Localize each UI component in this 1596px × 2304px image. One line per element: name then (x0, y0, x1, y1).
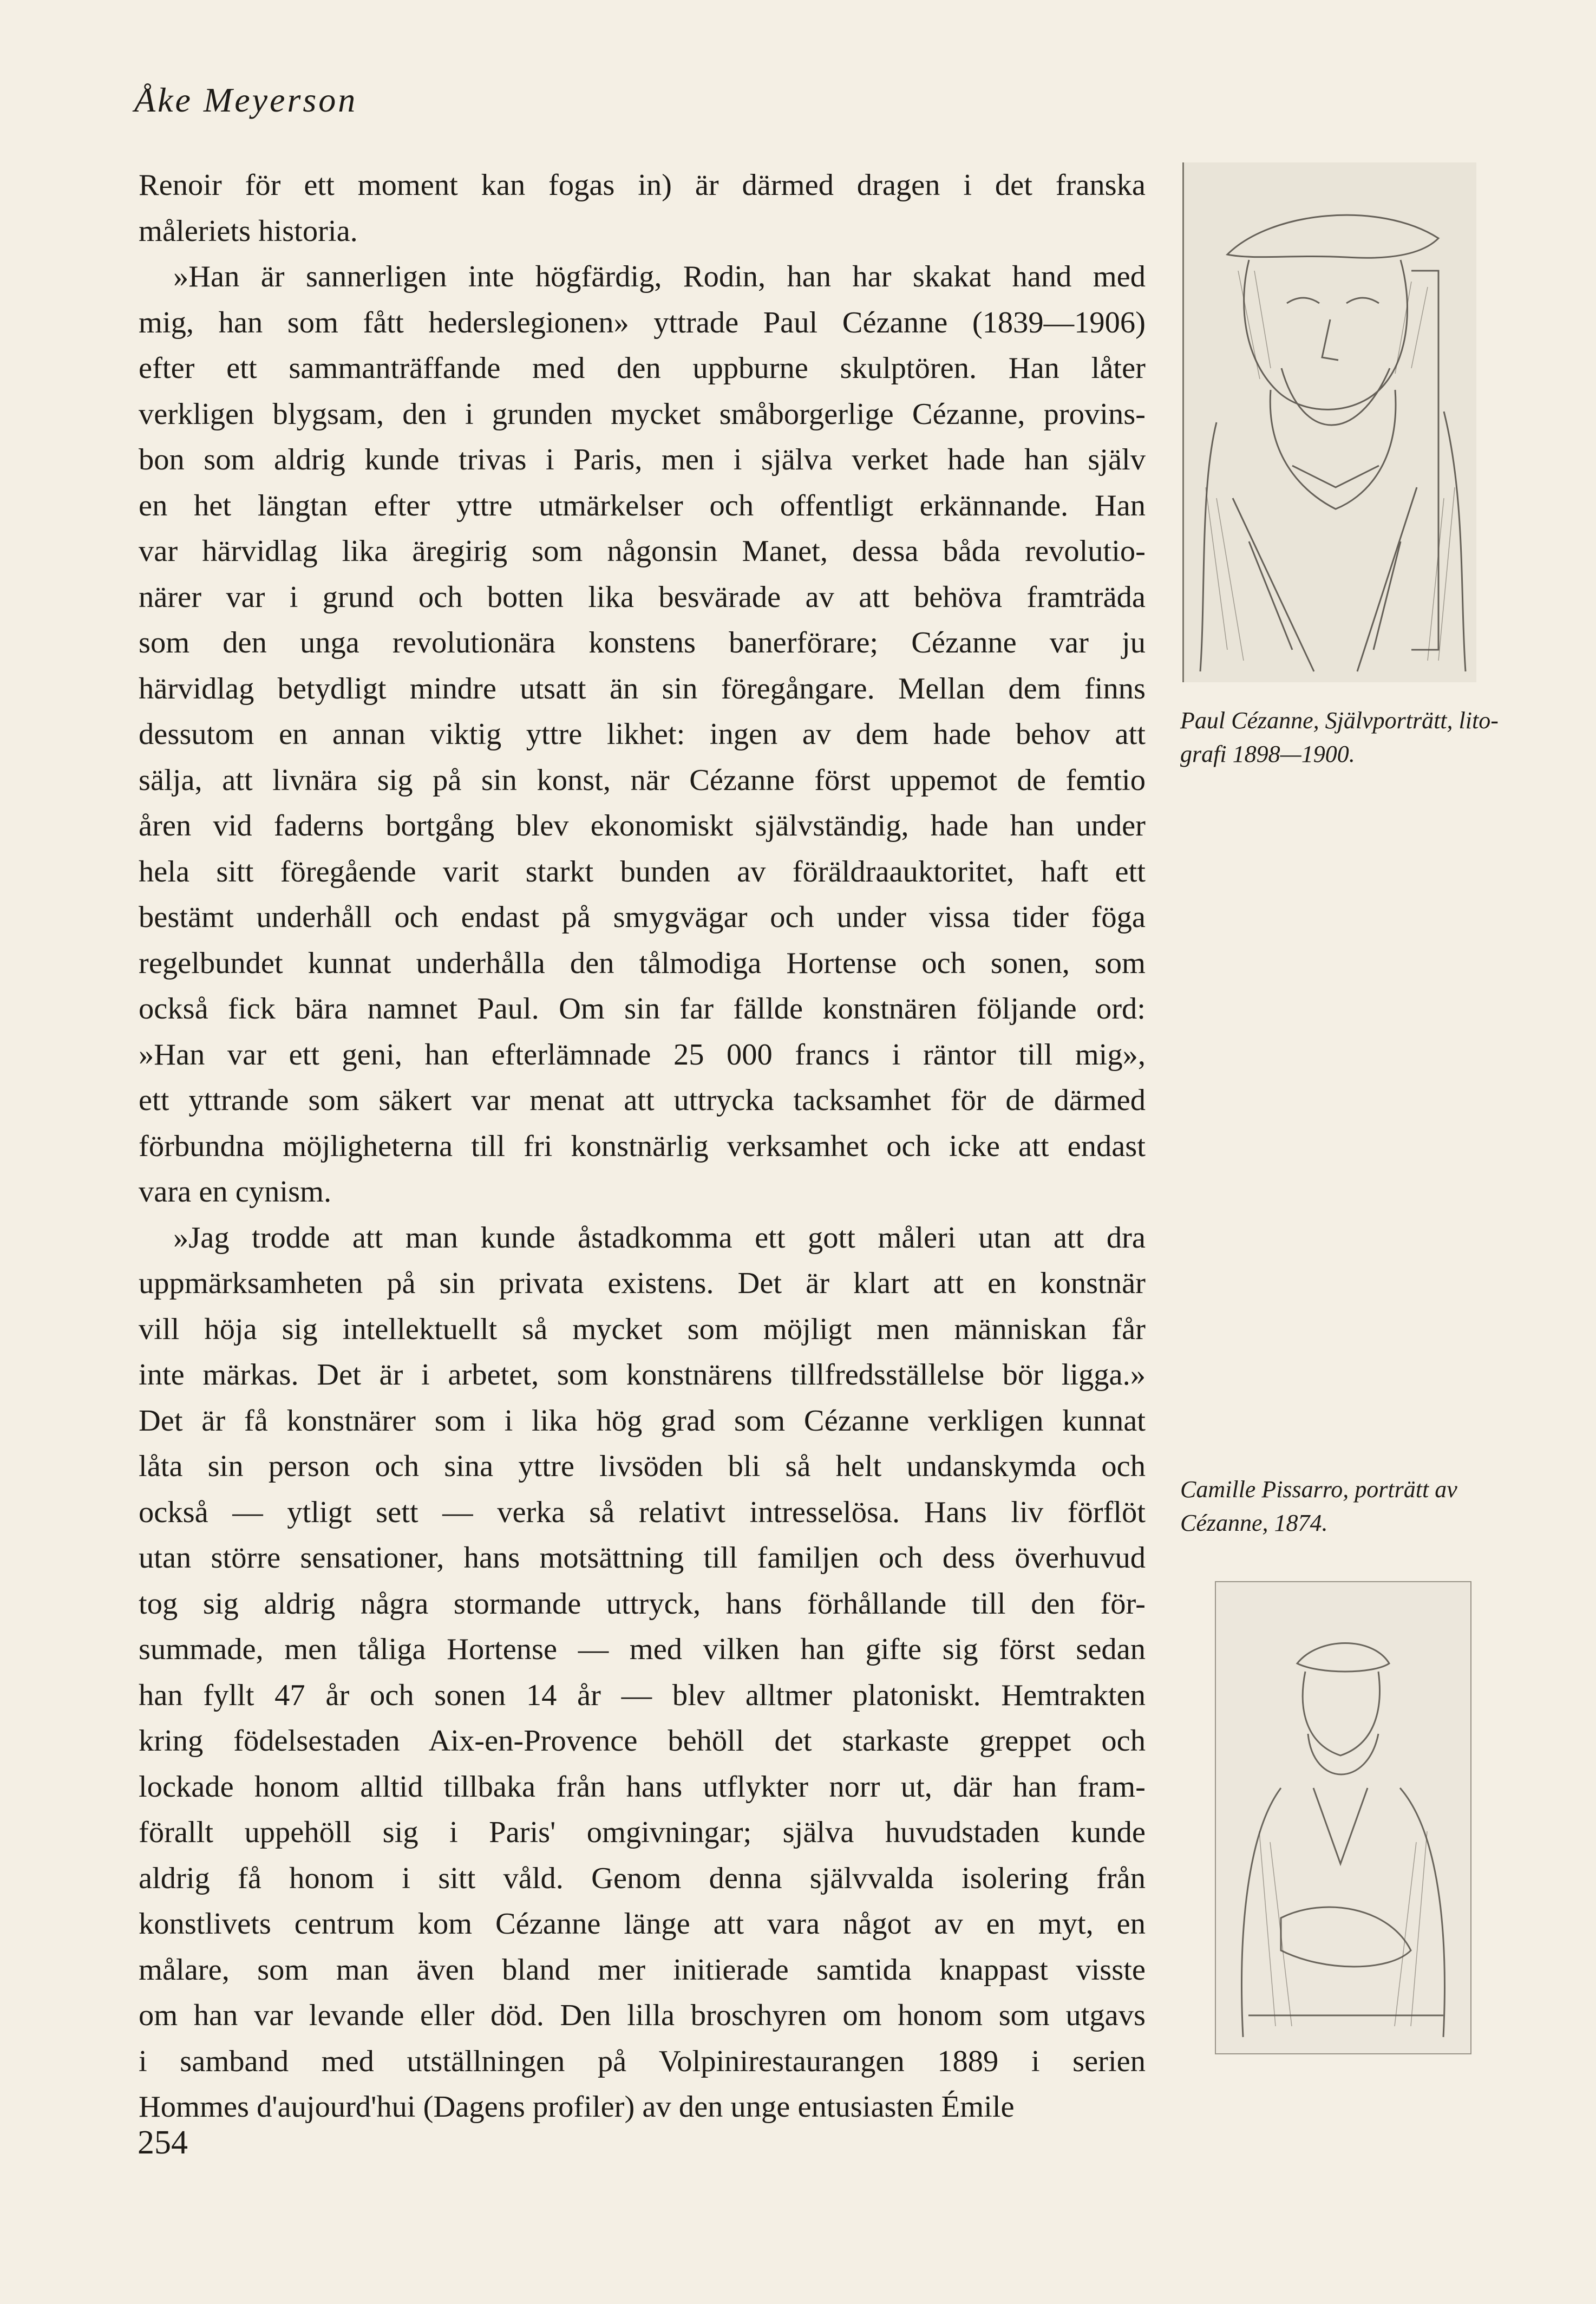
body-line: åren vid faderns bortgång blev ekonomiskt självständig, hade han under (139, 809, 1146, 843)
pissarro-portrait-of-cezanne (1215, 1581, 1471, 2054)
body-line: vara en cynism. (139, 1175, 332, 1209)
body-line: konstlivets centrum kom Cézanne länge att vara något av en myt, en (139, 1907, 1146, 1941)
body-line: förbundna möjligheterna till fri konstnärlig verksamhet och icke att endast (139, 1129, 1146, 1163)
body-line: en het längtan efter yttre utmärkelser och offentligt erkännande. Han (139, 488, 1146, 523)
body-line: också fick bära namnet Paul. Om sin far fällde konstnären följande ord: (139, 992, 1146, 1026)
body-line: som den unga revolutionära konstens banerförare; Cézanne var ju (139, 626, 1146, 660)
body-line: hela sitt föregående varit starkt bunden av föräldraauktoritet, haft ett (139, 854, 1146, 889)
body-line: bon som aldrig kunde trivas i Paris, men i själva verket hade han själv (139, 443, 1146, 477)
body-line: »Han är sannerligen inte högfärdig, Rodin, han har skakat hand med (173, 260, 1146, 293)
caption-line: grafi 1898—1900. (1180, 741, 1355, 767)
body-line: måleriets historia. (139, 214, 358, 248)
body-line: i samband med utställningen på Volpinirestaurangen 1889 i serien (139, 2044, 1146, 2078)
page-number: 254 (138, 2124, 188, 2161)
body-line: efter ett sammanträffande med den uppburne skulptören. Han låter (139, 351, 1146, 385)
portrait-sketch-icon (1216, 1582, 1470, 2053)
body-line: verkligen blygsam, den i grunden mycket småborgerlige Cézanne, provins- (139, 397, 1146, 431)
body-line: härvidlag betydligt mindre utsatt än sin föregångare. Mellan dem finns (139, 671, 1146, 706)
body-line: aldrig få honom i sitt våld. Genom denna självvalda isolering från (139, 1861, 1146, 1895)
body-line: Hommes d'aujourd'hui (Dagens profiler) av den unge entusiasten Émile (139, 2090, 1015, 2124)
body-line: summade, men tåliga Hortense — med vilken han gifte sig först sedan (139, 1633, 1146, 1666)
caption-self-portrait (1180, 704, 1505, 771)
body-line: också — ytligt sett — verka så relativt intresselösa. Hans liv förflöt (139, 1495, 1146, 1529)
running-head-author: Åke Meyerson (134, 81, 358, 119)
body-line: uppmärksamheten på sin privata existens. Det är klart att en konstnär (139, 1267, 1146, 1300)
body-line: dessutom en annan viktig yttre likhet: ingen av dem hade behov att (139, 717, 1146, 751)
body-line: var härvidlag lika äregirig som någonsin Manet, dessa båda revolutio- (139, 534, 1146, 568)
body-line: närer var i grund och botten lika besvärade av att behöva framträda (139, 580, 1146, 614)
body-line: bestämt underhåll och endast på smygvägar och under vissa tider föga (139, 900, 1146, 934)
body-line: målare, som man även bland mer initierade samtida knappast visste (139, 1953, 1146, 1987)
body-line: förallt uppehöll sig i Paris' omgivningar; själva huvudstaden kunde (139, 1816, 1146, 1849)
portrait-sketch-icon (1184, 162, 1476, 682)
cezanne-self-portrait-lithograph (1182, 162, 1476, 682)
caption-pissarro-portrait (1180, 1473, 1505, 1540)
body-line: utan större sensationer, hans motsättning till familjen och dess överhuvud (139, 1541, 1146, 1575)
body-line: om han var levande eller död. Den lilla broschyren om honom som utgavs (139, 1999, 1146, 2032)
body-line: han fyllt 47 år och sonen 14 år — blev alltmer platoniskt. Hemtrakten (139, 1678, 1146, 1712)
body-line: »Han var ett geni, han efterlämnade 25 000 francs i räntor till mig», (139, 1037, 1146, 1072)
body-line: Det är få konstnärer som i lika hög grad som Cézanne verkligen kunnat (139, 1404, 1146, 1438)
body-line: sälja, att livnära sig på sin konst, när Cézanne först uppemot de femtio (139, 763, 1146, 797)
body-line: låta sin person och sina yttre livsöden bli så helt undanskymda och (139, 1450, 1146, 1483)
body-line: Renoir för ett moment kan fogas in) är därmed dragen i det franska (139, 168, 1146, 202)
caption-line: Camille Pissarro, porträtt av (1180, 1476, 1457, 1503)
body-line: ett yttrande som säkert var menat att uttrycka tacksamhet för de därmed (139, 1084, 1146, 1117)
body-line: lockade honom alltid tillbaka från hans utflykter norr ut, där han fram- (139, 1770, 1146, 1804)
body-line: »Jag trodde att man kunde åstadkomma ett gott måleri utan att dra (173, 1220, 1146, 1255)
body-line: mig, han som fått hederslegionen» yttrade Paul Cézanne (1839—1906) (139, 305, 1146, 340)
body-line: inte märkas. Det är i arbetet, som konstnärens tillfredsställelse bör ligga.» (139, 1358, 1146, 1392)
body-line: tog sig aldrig några stormande uttryck, hans förhållande till den för- (139, 1587, 1146, 1621)
caption-line: Cézanne, 1874. (1180, 1510, 1328, 1536)
caption-line: Paul Cézanne, Självporträtt, lito- (1180, 707, 1499, 734)
body-line: regelbundet kunnat underhålla den tålmodiga Hortense och sonen, som (139, 946, 1146, 980)
body-text (139, 162, 1146, 2130)
body-line: vill höja sig intellektuellt så mycket som möjligt men människan får (139, 1312, 1146, 1346)
body-line: kring födelsestaden Aix-en-Provence behöll det starkaste greppet och (139, 1724, 1146, 1758)
